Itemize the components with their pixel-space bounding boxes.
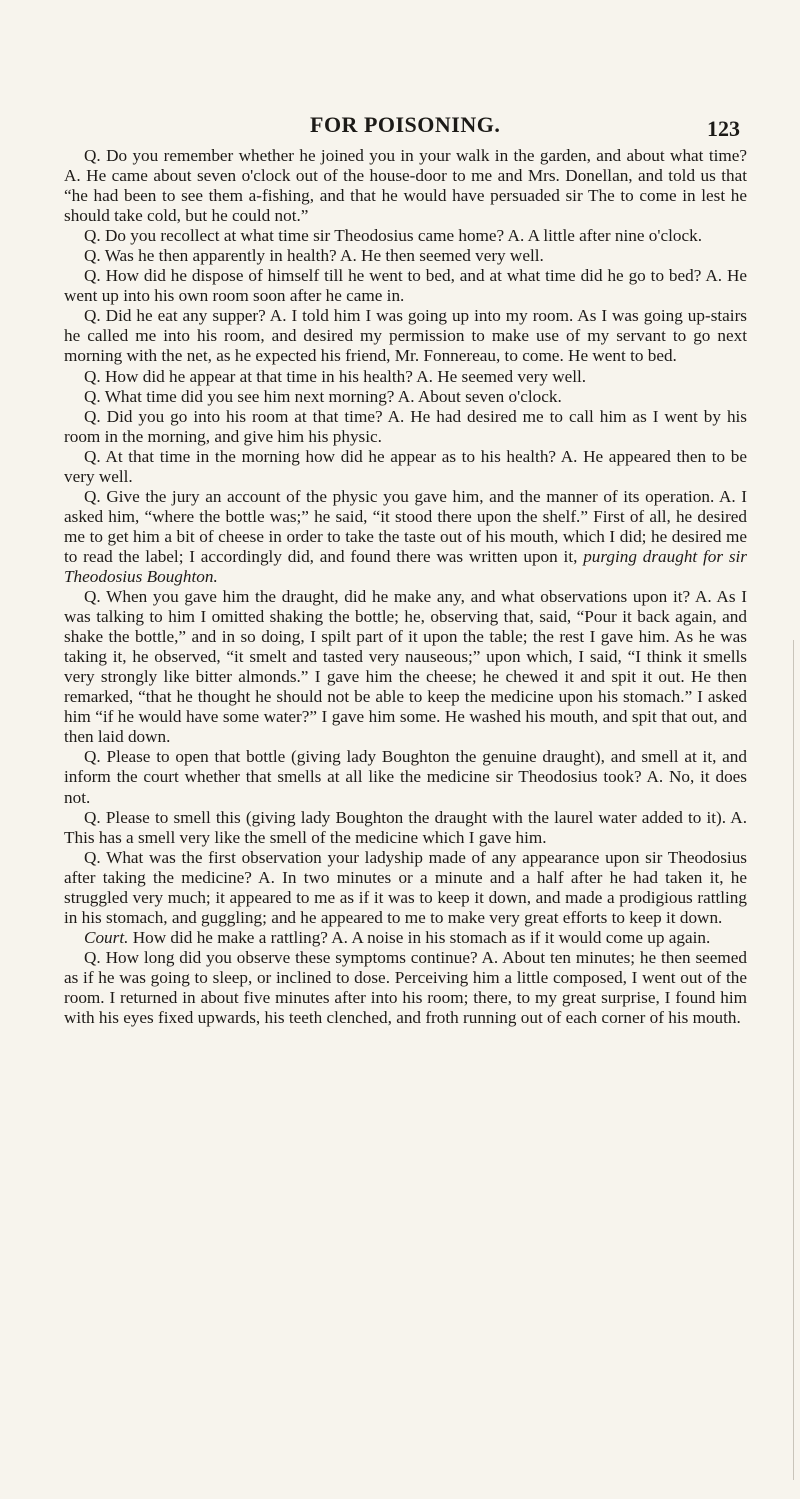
page-edge-shadow xyxy=(793,640,794,1480)
paragraph: Q. Was he then apparently in health? A. He then seemed very well. xyxy=(84,246,544,266)
italic-speaker: Court. xyxy=(84,927,129,947)
paragraph: Q. Do you remember whether he joined you in your walk in the garden, and about what time? A. He came about seven o'clock out of the house-door to me and Mrs. Donellan, and told us that “he had been to see them a-fishing, and that he would have persuaded sir The to come in lest he should take cold, but he could not.” xyxy=(64,146,747,226)
paragraph: Q. Please to open that bottle (giving lady Boughton the genuine draught), and smell at it, and inform the court whether that smells at all like the medicine sir Theodosius took? A. No, it does not. xyxy=(64,747,747,807)
body-text xyxy=(64,146,747,1028)
paragraph: Q. Did you go into his room at that time? A. He had desired me to call him as I went by his room in the morning, and give him his physic. xyxy=(64,406,747,446)
paragraph: Q. How long did you observe these symptoms continue? A. About ten minutes; he then seemed as if he was going to sleep, or inclined to dose. Perceiving him a little composed, I went out of the room. I returned in about five minutes after into his room; there, to my great surprise, I found him with his eyes fixed upwards, his teeth clenched, and froth running out of each corner of his mouth. xyxy=(64,947,747,1028)
page-header xyxy=(60,112,750,142)
paragraph: Q. Did he eat any supper? A. I told him I was going up into my room. As I was going up-stairs he called me into his room, and desired my permission to make use of my servant to go next morning with the net, as he expected his friend, Mr. Fonnereau, to come. He went to bed. xyxy=(64,306,747,366)
running-head: FOR POISONING. xyxy=(310,112,501,137)
page-number: 123 xyxy=(707,116,740,141)
italic-phrase: purging draught for sir Theodosius Boughton. xyxy=(64,546,747,586)
paragraph: Q. How did he dispose of himself till he went to bed, and at what time did he go to bed? A. He went up into his own room soon after he came in. xyxy=(64,266,747,306)
paragraph: Q. When you gave him the draught, did he make any, and what observations upon it? A. As I was talking to him I omitted shaking the bottle; he, observing that, said, “Pour it back again, and shake the bottle,” and in so doing, I spilt part of it upon the table; the rest I gave him. As he was taking it, he observed, “it smelt and tasted very nauseous;” upon which, I said, “I think it smells very strongly like bitter almonds.” I gave him the cheese; he chewed it and spit it out. He then remarked, “that he thought he should not be able to keep the medicine upon his stomach.” I asked him “if he would have some water?” I gave him some. He washed his mouth, and spit that out, and then laid down. xyxy=(64,587,747,747)
paragraph: Q. At that time in the morning how did he appear as to his health? A. He appeared then to be very well. xyxy=(64,446,747,486)
paragraph: Q. What time did you see him next morning? A. About seven o'clock. xyxy=(84,386,562,406)
paragraph: Q. What was the first observation your ladyship made of any appearance upon sir Theodosius after taking the medicine? A. In two minutes or a minute and a half after he had taken it, he struggled very much; it appeared to me as if it was to keep it down, and made a prodigious rattling in his stomach, and guggling; and he appeared to me to make very great efforts to keep it down. xyxy=(64,847,747,927)
paragraph: Court. How did he make a rattling? A. A noise in his stomach as if it would come up again. xyxy=(84,927,711,947)
paragraph: Q. Give the jury an account of the physic you gave him, and the manner of its operation. A. I asked him, “where the bottle was;” he said, “it stood there upon the shelf.” First of all, he desired me to get him a bit of cheese in order to take the taste out of his mouth, which I did; he desired me to read the label; I accordingly did, and found there was written upon it, purging draught for sir Theodosius Boughton. xyxy=(64,486,747,586)
paragraph: Q. How did he appear at that time in his health? A. He seemed very well. xyxy=(84,366,587,386)
paragraph: Q. Please to smell this (giving lady Boughton the draught with the laurel water added to it). A. This has a smell very like the smell of the medicine which I gave him. xyxy=(64,807,747,847)
paragraph: Q. Do you recollect at what time sir Theodosius came home? A. A little after nine o'clock. xyxy=(84,226,703,246)
